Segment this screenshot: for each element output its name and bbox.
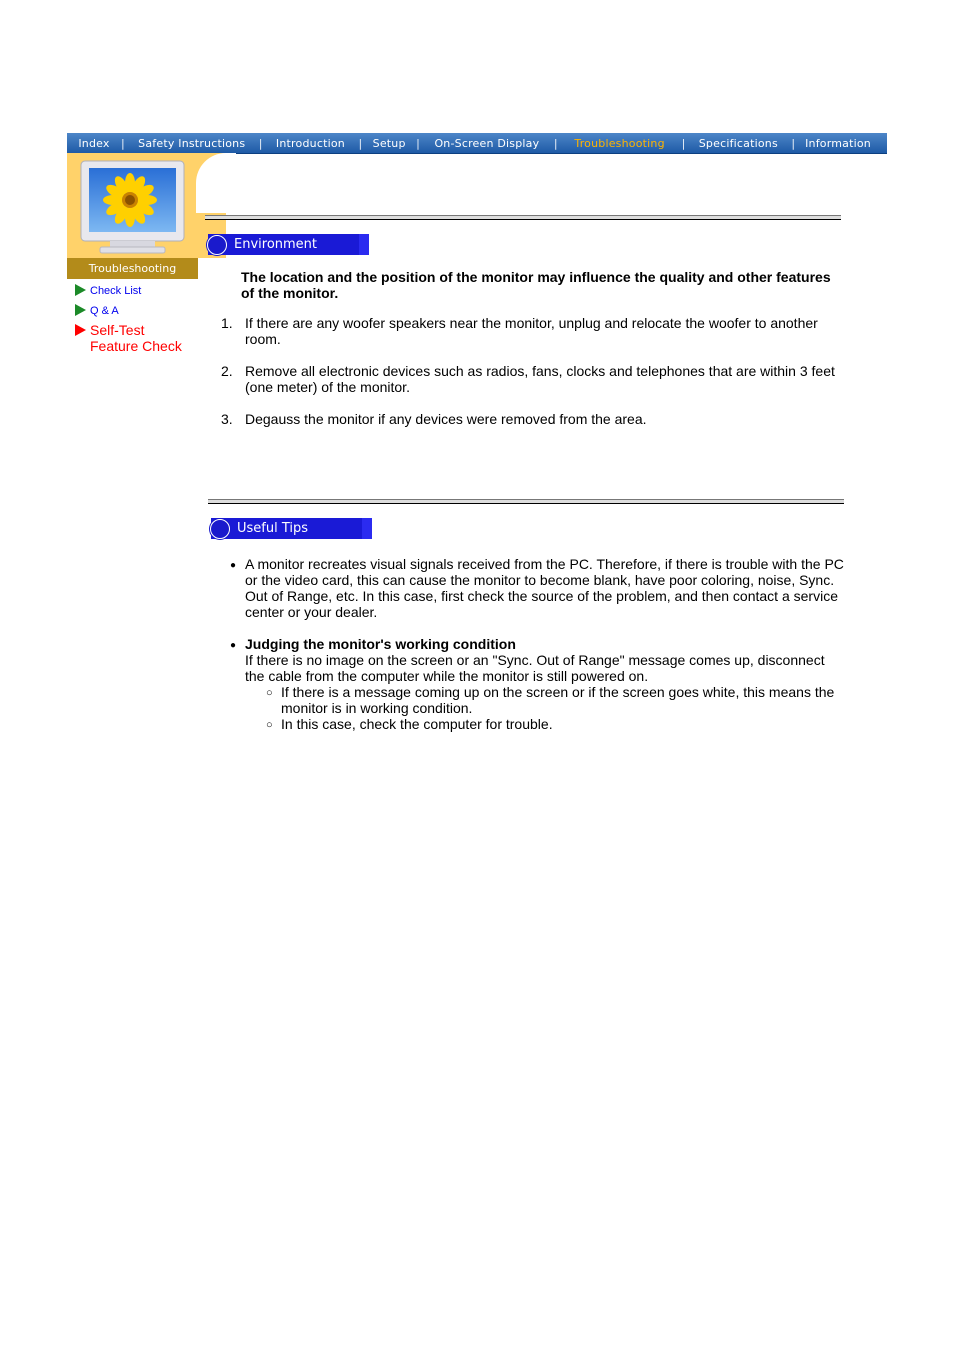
sidebar-item-label: Q & A <box>90 305 119 317</box>
tip-paragraph: If there is no image on the screen or an "Sync. Out of Range" message comes up, disconnect the cable from the computer while the monitor is still powered on. <box>245 652 825 684</box>
tip-paragraph: A monitor recreates visual signals received from the PC. Therefore, if there is trouble with the PC or the video card, this can cause the monitor to become blank, have poor coloring, noise, Sync. Out of Range, etc. In this case, first check the source of the problem, and then contact a service center or your dealer. <box>245 556 844 620</box>
useful-tips-heading <box>211 518 372 539</box>
nav-separator: | <box>553 136 558 150</box>
sidebar-item-check-list[interactable] <box>75 285 141 297</box>
sidebar-item-q-and-a[interactable] <box>75 305 119 317</box>
sidebar-title: Troubleshooting <box>67 258 198 279</box>
sidebar-item-label: Check List <box>90 285 142 297</box>
environment-item: Remove all electronic devices such as radios, fans, clocks and telephones that are within 3 feet (one meter) of the monitor. <box>245 363 835 395</box>
tip-subitem: In this case, check the computer for trouble. <box>281 716 553 732</box>
list-number: 1. <box>221 315 233 331</box>
bullet-icon: ● <box>230 560 237 571</box>
nav-troubleshooting[interactable]: Troubleshooting <box>574 136 665 150</box>
monitor-sunflower-icon <box>80 160 185 256</box>
circle-bullet-icon: ○ <box>266 687 273 699</box>
nav-separator: | <box>791 136 796 150</box>
bullet-icon: ● <box>230 640 237 651</box>
list-number: 3. <box>221 411 233 427</box>
nav-introduction[interactable]: Introduction <box>275 136 345 150</box>
arrow-right-icon <box>75 324 86 336</box>
nav-separator: | <box>358 136 363 150</box>
circle-bullet-icon: ○ <box>266 719 273 731</box>
bullet-circle-icon <box>210 519 230 539</box>
nav-safety-instructions[interactable]: Safety Instructions <box>138 136 246 150</box>
bullet-circle-icon <box>207 235 227 255</box>
environment-item: Degauss the monitor if any devices were removed from the area. <box>245 411 647 427</box>
sidebar-item-self-test[interactable] <box>75 322 190 354</box>
arrow-right-icon <box>75 284 86 296</box>
nav-on-screen-display[interactable]: On-Screen Display <box>434 136 540 150</box>
nav-specifications[interactable]: Specifications <box>698 136 778 150</box>
nav-separator: | <box>121 136 125 150</box>
arrow-right-icon <box>75 304 86 316</box>
useful-tips-heading-text: Useful Tips <box>237 521 309 536</box>
environment-heading-text: Environment <box>234 237 318 252</box>
nav-separator: | <box>258 136 263 150</box>
environment-item: If there are any woofer speakers near the monitor, unplug and relocate the woofer to another room. <box>245 315 818 347</box>
tip-subitem: If there is a message coming up on the screen or if the screen goes white, this means the monitor is in working condition. <box>281 684 835 716</box>
environment-intro: The location and the position of the monitor may influence the quality and other features of the monitor. <box>241 269 831 301</box>
nav-index[interactable]: Index <box>78 136 110 150</box>
list-number: 2. <box>221 363 233 379</box>
tip-subheading: Judging the monitor's working condition <box>245 636 516 652</box>
nav-separator: | <box>416 136 420 150</box>
section-divider <box>208 499 844 504</box>
nav-setup[interactable]: Setup <box>372 136 406 150</box>
nav-information[interactable]: Information <box>805 136 871 150</box>
section-divider <box>205 215 841 220</box>
top-nav <box>67 133 887 154</box>
environment-heading <box>208 234 369 255</box>
sidebar-item-label: Self-Test Feature Check <box>90 322 182 354</box>
nav-separator: | <box>681 136 686 150</box>
